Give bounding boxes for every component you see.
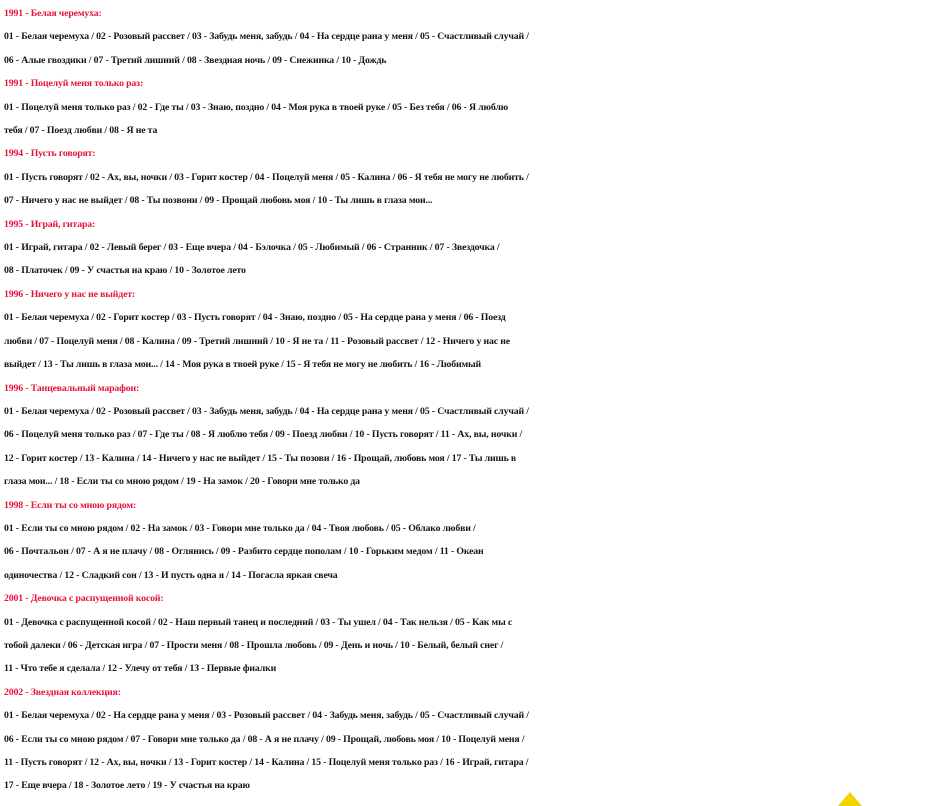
track-list-line: 01 - Белая черемуха / 02 - На сердце рана у меня / 03 - Розовый рассвет / 04 - Забудь меня, забудь / 05 - Счастливый случай / — [4, 710, 529, 722]
track-list-line: 06 - Алые гвоздики / 07 - Третий лишний / 08 - Звездная ночь / 09 - Снежинка / 10 - Дождь — [4, 54, 387, 66]
album-title: 2002 - Звездная коллекция: — [4, 686, 121, 698]
album-title: 1996 - Ничего у нас не выйдет: — [4, 288, 136, 300]
track-list-line: 01 - Белая черемуха / 02 - Розовый рассвет / 03 - Забудь меня, забудь / 04 - На сердце рана у меня / 05 - Счастливый случай / — [4, 31, 529, 43]
album-section — [4, 681, 932, 798]
track-list — [4, 96, 932, 143]
track-list-line: тебя / 07 - Поезд любви / 08 - Я не та — [4, 125, 158, 137]
track-list — [4, 400, 932, 494]
track-list — [4, 704, 932, 798]
track-list-line: 01 - Если ты со мною рядом / 02 - На замок / 03 - Говори мне только да / 04 - Твоя любовь / 05 - Облако любви / — [4, 522, 476, 534]
track-list-line: глаза мои... / 18 - Если ты со мною рядом / 19 - На замок / 20 - Говори мне только да — [4, 476, 360, 488]
track-list-line: 12 - Горит костер / 13 - Калина / 14 - Ничего у нас не выйдет / 15 - Ты позови / 16 - Прощай, любовь моя / 17 - Ты лишь в — [4, 452, 517, 464]
track-list-line: выйдет / 13 - Ты лишь в глаза мои... / 14 - Моя рука в твоей руке / 15 - Я тебя не могу не любить / 16 - Любимый — [4, 359, 481, 371]
album-section — [4, 494, 932, 588]
track-list-line: 06 - Если ты со мною рядом / 07 - Говори мне только да / 08 - А я не плачу / 09 - Прощай, любовь моя / 10 - Поцелуй меня / — [4, 733, 525, 745]
album-section — [4, 283, 932, 377]
album-section — [4, 377, 932, 494]
track-list-line: 01 - Играй, гитара / 02 - Левый берег / 03 - Еще вчера / 04 - Бэлочка / 05 - Любимый / 06 - Странник / 07 - Звездочка / — [4, 242, 500, 254]
track-list-line: 01 - Белая черемуха / 02 - Горит костер / 03 - Пусть говорят / 04 - Знаю, поздно / 05 - На сердце рана у меня / 06 - Поезд — [4, 312, 506, 324]
track-list — [4, 25, 932, 72]
track-list-line: 17 - Еще вчера / 18 - Золотое лето / 19 - У счастья на краю — [4, 780, 250, 792]
album-title: 2001 - Девочка с распущенной косой: — [4, 593, 164, 605]
track-list — [4, 166, 932, 213]
discography-list — [4, 2, 932, 798]
track-list-line: 11 - Пусть говорят / 12 - Ах, вы, ночки / 13 - Горит костер / 14 - Калина / 15 - Поцелуй меня только раз / 16 - Играй, гитара / — [4, 757, 529, 768]
album-title: 1995 - Играй, гитара: — [4, 218, 96, 230]
track-list-line: любви / 07 - Поцелуй меня / 08 - Калина / 09 - Третий лишний / 10 - Я не та / 11 - Розовый рассвет / 12 - Ничего у нас не — [4, 335, 510, 347]
track-list — [4, 611, 932, 681]
album-section — [4, 142, 932, 212]
album-section — [4, 72, 932, 142]
track-list — [4, 236, 932, 283]
track-list-line: 06 - Поцелуй меня только раз / 07 - Где ты / 08 - Я люблю тебя / 09 - Поезд любви / 10 - Пусть говорят / 11 - Ах, вы, ночки / — [4, 429, 523, 441]
track-list-line: 07 - Ничего у нас не выйдет / 08 - Ты позвони / 09 - Прощай любовь моя / 10 - Ты лишь в глаза мои... — [4, 195, 433, 207]
album-title: 1996 - Танцевальный марафон: — [4, 382, 140, 394]
track-list-line: 01 - Поцелуй меня только раз / 02 - Где ты / 03 - Знаю, поздно / 04 - Моя рука в твоей руке / 05 - Без тебя / 06 - Я люблю — [4, 101, 509, 113]
track-list-line: 01 - Девочка с распущенной косой / 02 - Наш первый танец и последний / 03 - Ты ушел / 04 - Так нельзя / 05 - Как мы с — [4, 616, 513, 628]
album-section — [4, 213, 932, 283]
track-list-line: 01 - Белая черемуха / 02 - Розовый рассвет / 03 - Забудь меня, забудь / 04 - На сердце рана у меня / 05 - Счастливый случай / — [4, 405, 529, 417]
track-list — [4, 517, 932, 587]
track-list-line: тобой далеки / 06 - Детская игра / 07 - Прости меня / 08 - Прошла любовь / 09 - День и ночь / 10 - Белый, белый снег / — [4, 639, 504, 651]
album-section — [4, 2, 932, 72]
track-list-line: 08 - Платочек / 09 - У счастья на краю / 10 - Золотое лето — [4, 265, 246, 277]
track-list-line: 01 - Пусть говорят / 02 - Ах, вы, ночки / 03 - Горит костер / 04 - Поцелуй меня / 05 - Калина / 06 - Я тебя не могу не любить / — [4, 171, 529, 183]
album-title: 1994 - Пусть говорят: — [4, 148, 96, 160]
album-title: 1991 - Поцелуй меня только раз: — [4, 78, 144, 90]
track-list — [4, 306, 932, 376]
album-section — [4, 587, 932, 681]
track-list-line: 06 - Почтальон / 07 - А я не плачу / 08 - Оглянись / 09 - Разбито сердце пополам / 10 - Горьким медом / 11 - Океан — [4, 546, 484, 558]
track-list-line: 11 - Что тебе я сделала / 12 - Улечу от тебя / 13 - Первые фиалки — [4, 663, 277, 675]
album-title: 1998 - Если ты со мною рядом: — [4, 499, 136, 511]
album-title: 1991 - Белая черемуха: — [4, 8, 102, 19]
track-list-line: одиночества / 12 - Сладкий сон / 13 - И пусть одна я / 14 - Погасла яркая свеча — [4, 569, 338, 581]
yellow-corner-mark — [838, 792, 862, 806]
